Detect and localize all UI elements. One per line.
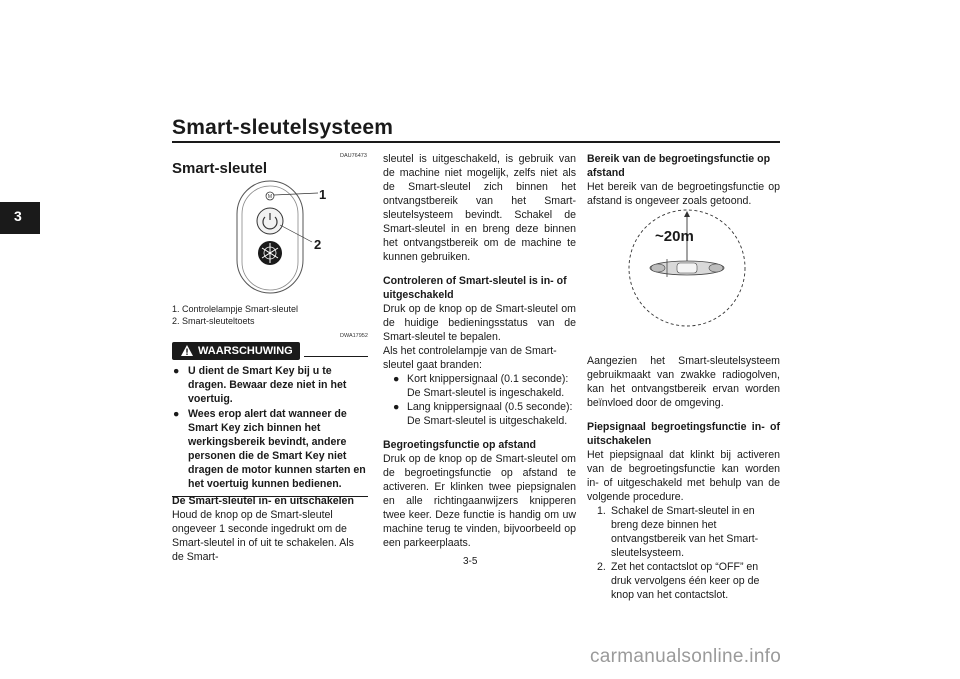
warning-triangle-icon <box>180 344 194 357</box>
heading-toggle-smart-key: De Smart-sleutel in- en uitschakelen <box>172 495 354 507</box>
list-item: ● Kort knippersignaal (0.1 seconde): De Smart-sleutel is ingeschakeld. <box>393 373 569 399</box>
heading-check-status: Controleren of Smart-sleutel is in- of uitgeschakeld <box>383 275 567 301</box>
section-heading-smart-key: Smart-sleutel <box>172 160 268 177</box>
watermark: carmanualsonline.info <box>590 646 782 667</box>
figure-caption <box>172 303 298 327</box>
page-number: 3-5 <box>463 556 478 567</box>
column-2-text <box>383 152 576 550</box>
warning-label: WAARSCHUWING <box>198 345 293 357</box>
paragraph-remote-greeting: Druk op de knop op de Smart-sleutel om de begroetingsfunctie op afstand te activeren. Er klinken twee piepsignalen en alle richtingaanwijzers knipperen twee keer. Deze functie is handig om uw machine terug te vinden, bijvoorbeeld op een parkeerplaats. <box>383 453 576 549</box>
ref-code-smart-key: DAU76473 <box>340 153 367 159</box>
paragraph-toggle-smart-key: Houd de knop op de Smart-sleutel ongeveer 1 seconde ingedrukt om de Smart-sleutel in of uit te schakelen. Als de Smart- <box>172 509 354 563</box>
warning-header-rule <box>304 356 368 357</box>
power-button-icon <box>257 208 283 234</box>
column-1-text <box>172 494 367 564</box>
paragraph-continued: sleutel is uitgeschakeld, is gebruik van de machine niet mogelijk, zelfs niet als de Smart-sleutel zich binnen het ontvangstbereik van het Smart-sleutelsysteem bevindt. Schakel de Smart-sleutel in en breng deze binnen het ontvangstbereik om de machine te kunnen gebruiken. <box>383 153 576 263</box>
list-item: 2. Zet het contactslot op “OFF” en druk vervolgens één keer op de knop van het contactslot. <box>597 561 760 601</box>
paragraph-beep-toggle: Het piepsignaal dat klinkt bij activeren van de begroetingsfunctie kan worden in- of uitgeschakeld met behulp van de volgende procedure. <box>587 449 780 503</box>
paragraph-range: Het bereik van de begroetingsfunctie op afstand is ongeveer zoals getoond. <box>587 181 780 207</box>
title-rule <box>172 141 780 143</box>
figure-callout-1: 1 <box>319 187 327 202</box>
heading-range: Bereik van de begroetingsfunctie op afstand <box>587 153 771 179</box>
figure-callout-2: 2 <box>314 237 322 252</box>
range-diagram <box>625 206 749 330</box>
paragraph-radio-waves: Aangezien het Smart-sleutelsysteem gebruikmaakt van zwakke radiogolven, kan het ontvangstbereik ervan worden beïnvloed door de omgeving. <box>587 355 780 409</box>
page-title: Smart-sleutelsysteem <box>172 116 394 139</box>
warning-box <box>172 342 368 497</box>
ref-code-warning: DWA17952 <box>340 333 368 339</box>
chapter-tab <box>0 164 40 654</box>
heading-remote-greeting: Begroetingsfunctie op afstand <box>383 439 537 451</box>
paragraph-indicator: Als het controlelampje van de Smart-sleutel gaat branden: <box>383 345 557 371</box>
range-label: ~20m <box>655 228 694 245</box>
warning-body <box>172 360 368 491</box>
caption-item-2: 2. Smart-sleuteltoets <box>172 316 255 326</box>
warning-item: ● Wees erop alert dat wanneer de Smart Key zich binnen het werkingsbereik bevindt, andere personen die de Smart Key niet dragen de motor kunnen starten en het voertuig kunnen bedienen. <box>173 408 366 490</box>
svg-text:M: M <box>267 194 273 200</box>
warning-item: ● U dient de Smart Key bij u te dragen. Bewaar deze niet in het voertuig. <box>173 365 347 405</box>
heading-beep-toggle: Piepsignaal begroetingsfunctie in- of uitschakelen <box>587 421 780 447</box>
list-item: 1. Schakel de Smart-sleutel in en breng deze binnen het ontvangstbereik van het Smart-sleutelsysteem. <box>597 505 759 559</box>
caption-item-1: 1. Controlelampje Smart-sleutel <box>172 304 299 314</box>
warning-header <box>172 342 300 360</box>
motorcycle-icon <box>650 259 724 277</box>
list-item: ● Lang knippersignaal (0.5 seconde): De Smart-sleutel is uitgeschakeld. <box>393 401 573 427</box>
chapter-number: 3 <box>14 208 22 224</box>
arrow-up-icon <box>684 211 690 217</box>
paragraph-check-status: Druk op de knop op de Smart-sleutel om de huidige bedieningsstatus van de Smart-sleutel te bepalen. <box>383 303 576 343</box>
